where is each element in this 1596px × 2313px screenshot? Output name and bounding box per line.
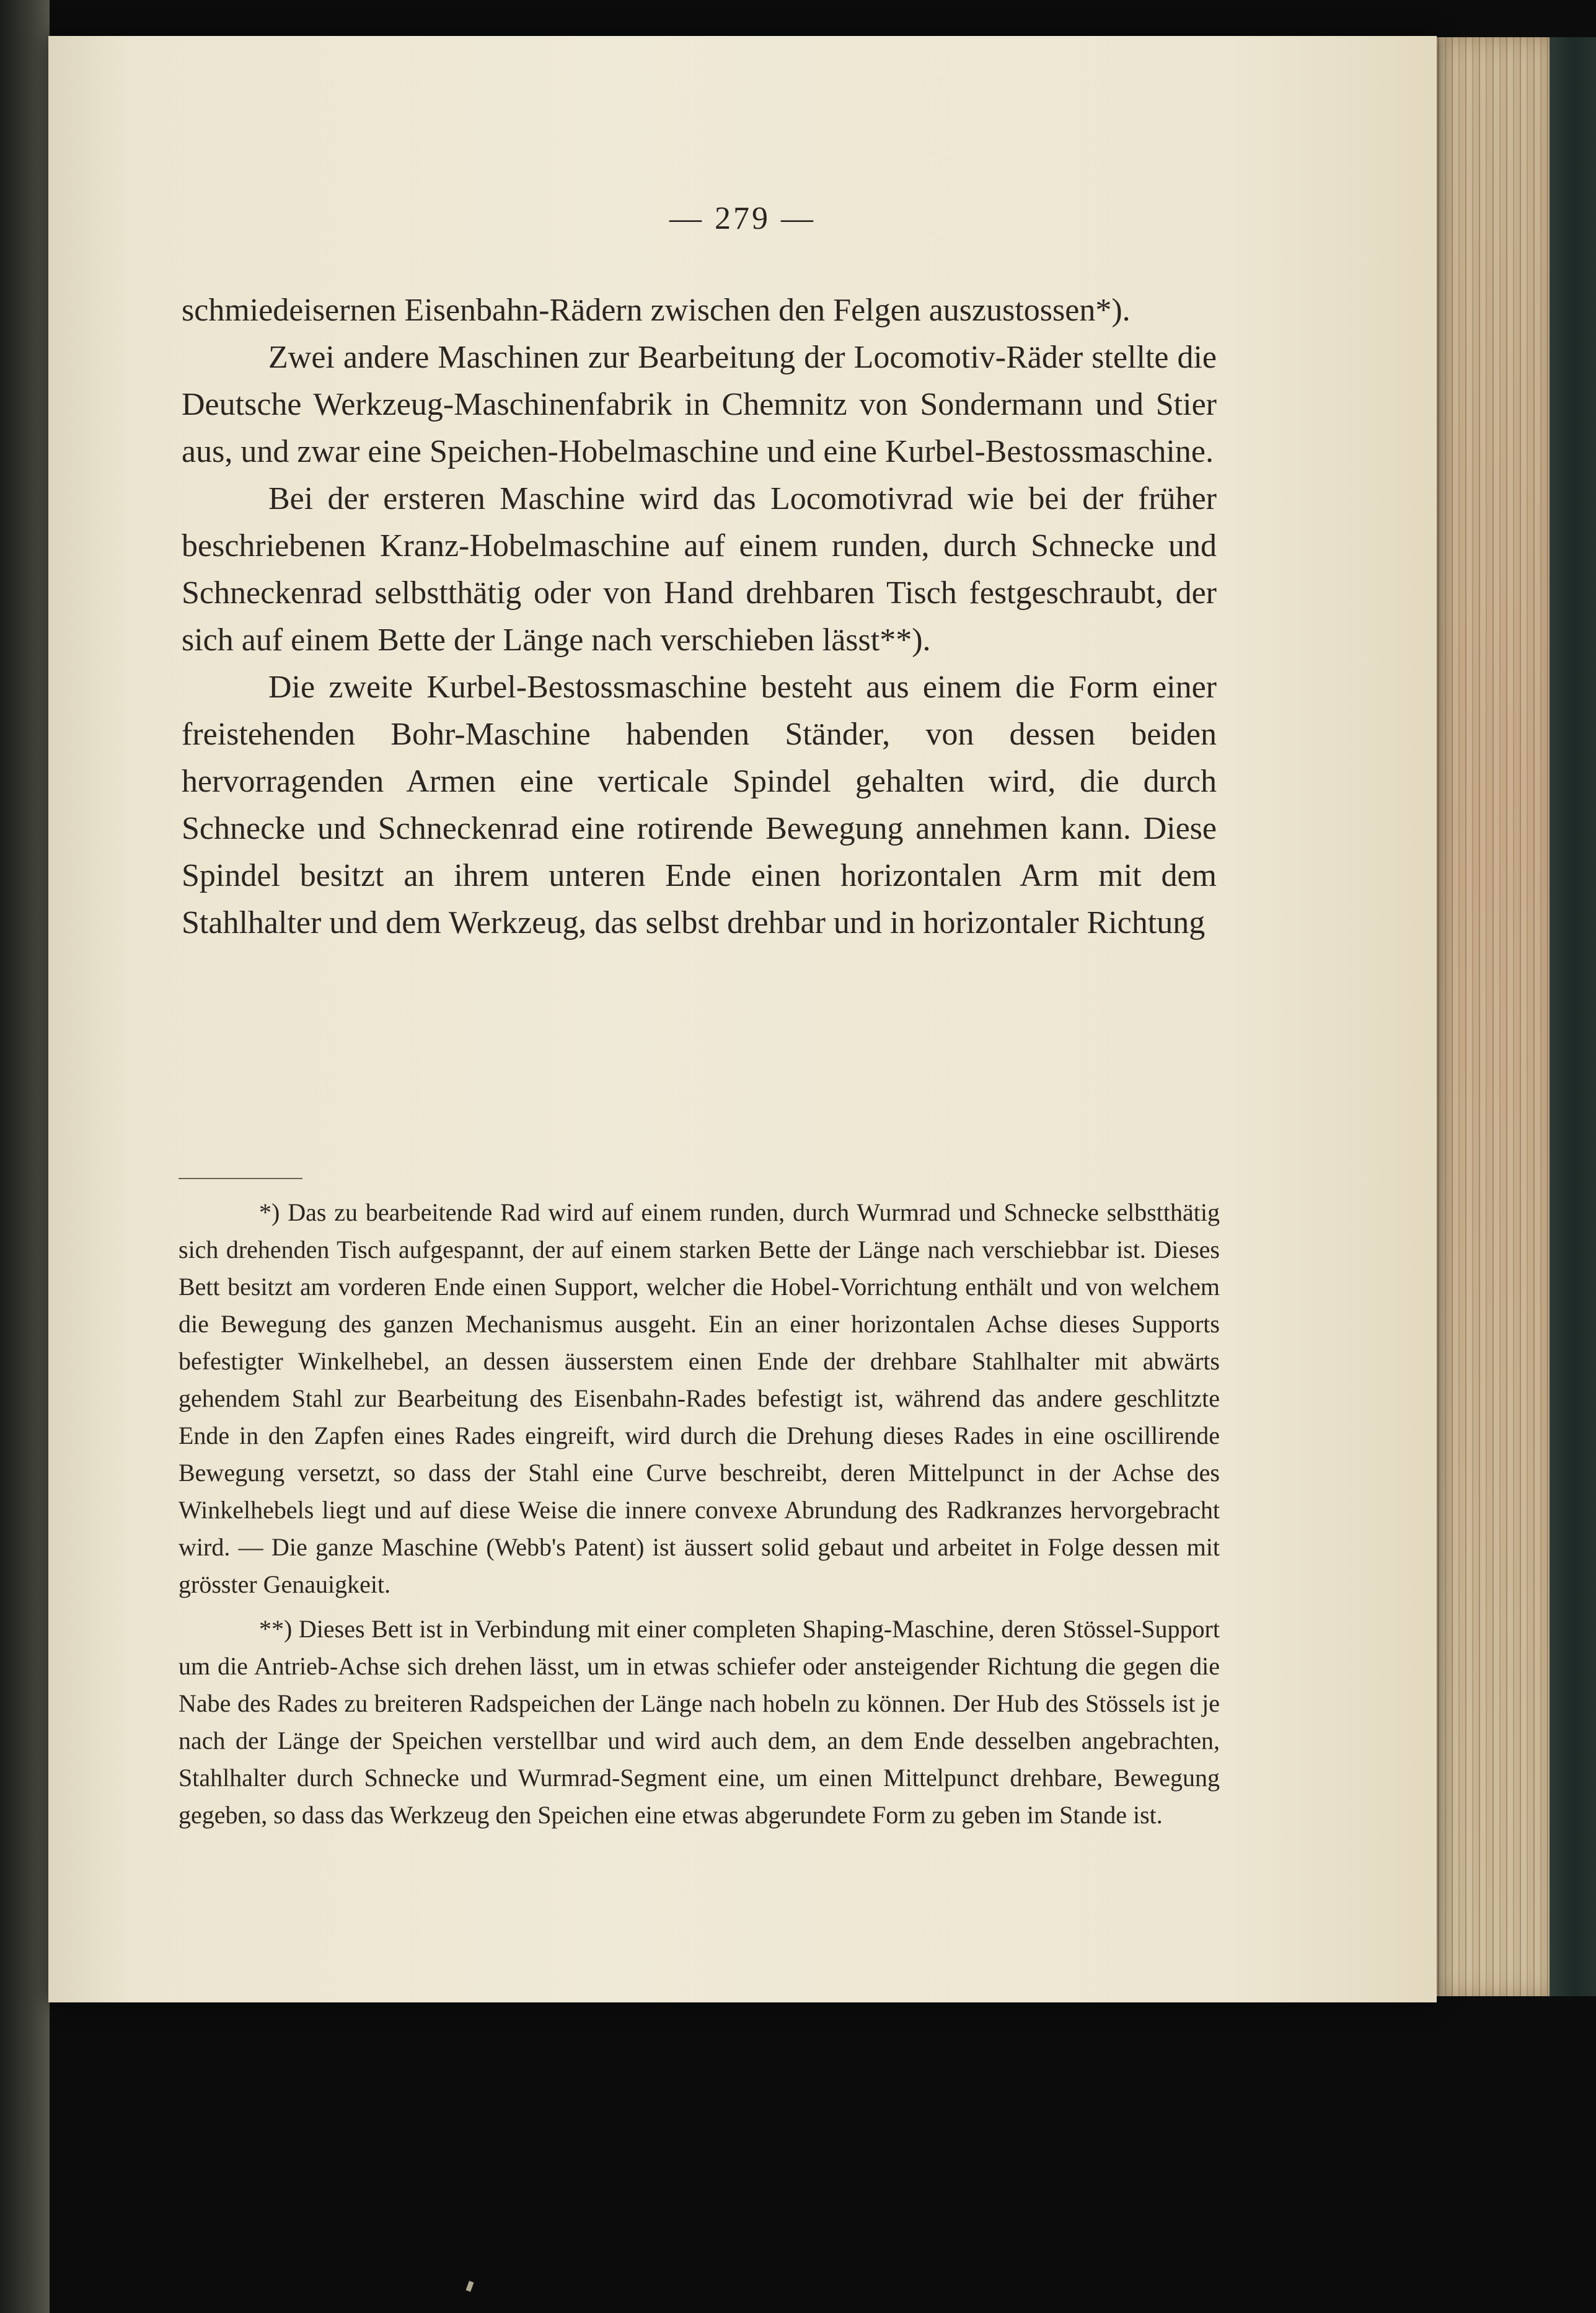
book-cover-edge [1550, 37, 1596, 1996]
paragraph: Zwei andere Maschinen zur Bearbeitung der Locomotiv-Räder stellte die Deutsche Werkzeug-Maschinenfabrik in Chemnitz von Sondermann und Stier aus, und zwar eine Speichen-Hobelmaschine und eine Kurbel-Bestossmaschine. [182, 340, 1217, 469]
paragraph: Bei der ersteren Maschine wird das Locomotivrad wie bei der früher beschriebenen Kranz-Hobelmaschine auf einem runden, durch Schnecke und Schneckenrad selbstthätig oder von Hand drehbaren Tisch festgeschraubt, der sich auf einem Bette der Länge nach verschieben lässt**). [182, 481, 1217, 658]
footnote: *) Das zu bearbeitende Rad wird auf einem runden, durch Wurmrad und Schnecke selbstthätig sich drehenden Tisch aufgespannt, der auf einem starken Bette der Länge nach verschiebbar ist. Dieses Bett besitzt am vorderen Ende einen Support, welcher die Hobel-Vorrichtung enthält und von welchem die Bewegung des ganzen Mechanismus ausgeht. Ein an einer horizontalen Achse dieses Supports befestigter Winkelhebel, an dessen äusserstem einen Ende der drehbare Stahlhalter mit abwärts gehendem Stahl zur Bearbeitung des Eisenbahn-Rades befestigt ist, während das andere geschlitzte Ende in den Zapfen eines Rades eingreift, wird durch die Drehung dieses Rades in eine oscillirende Bewegung versetzt, so dass der Stahl eine Curve beschreibt, deren Mittelpunct in der Achse des Winkelhebels liegt und auf diese Weise die innere convexe Abrundung des Radkranzes hervorgebracht wird. — Die ganze Maschine (Webb's Patent) ist äussert solid gebaut und arbeitet in Folge dessen mit grösster Genauigkeit. [179, 1198, 1220, 1598]
footnote-separator [179, 1178, 302, 1179]
left-page-edge [0, 0, 50, 2313]
main-text [182, 287, 1217, 947]
page-number-header: — 279 — [669, 201, 816, 236]
footnotes [179, 1194, 1220, 1841]
page-stack-edges [1426, 37, 1556, 1996]
paragraph: Die zweite Kurbel-Bestossmaschine besteht aus einem die Form einer freistehenden Bohr-Maschine habenden Ständer, von dessen beiden hervorragenden Armen eine verticale Spindel gehalten wird, die durch Schnecke und Schneckenrad eine rotirende Bewegung annehmen kann. Diese Spindel besitzt an ihrem unteren Ende einen horizontalen Arm mit dem Stahlhalter und dem Werkzeug, das selbst drehbar und in horizontaler Richtung [182, 670, 1217, 940]
paragraph: schmiedeisernen Eisenbahn-Rädern zwischen den Felgen auszustossen*). [182, 293, 1131, 328]
book-page [48, 36, 1437, 2002]
footnote: **) Dieses Bett ist in Verbindung mit einer completen Shaping-Maschine, deren Stössel-Support um die Antrieb-Achse sich drehen lässt, um in etwas schiefer oder ansteigender Richtung die gegen die Nabe des Rades zu breiteren Radspeichen der Länge nach hobeln zu können. Der Hub des Stössels ist je nach der Länge der Speichen verstellbar und wird auch dem, an dem Ende desselben angebrachten, Stahlhalter durch Schnecke und Wurmrad-Segment eine, um einen Mittelpunct drehbare, Bewegung gegeben, so dass das Werkzeug den Speichen eine etwas abgerundete Form zu geben im Stande ist. [179, 1615, 1220, 1829]
scan-artifact [466, 2281, 474, 2292]
